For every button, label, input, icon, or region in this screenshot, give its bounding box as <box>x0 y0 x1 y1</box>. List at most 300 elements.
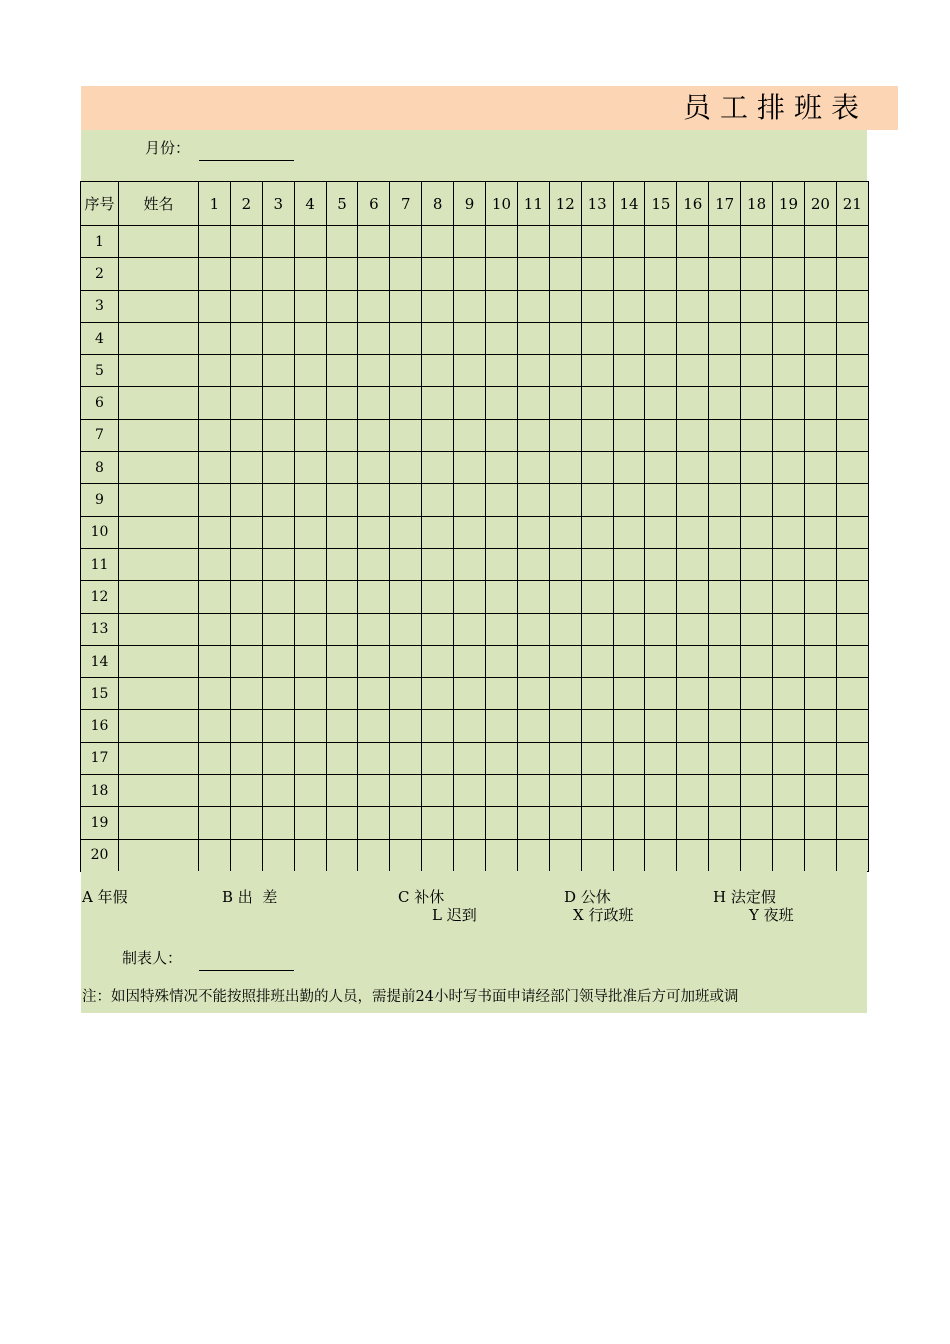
shift-cell[interactable] <box>262 678 294 710</box>
shift-cell[interactable] <box>422 645 454 677</box>
shift-cell[interactable] <box>262 775 294 807</box>
shift-cell[interactable] <box>613 645 645 677</box>
shift-cell[interactable] <box>358 678 390 710</box>
shift-cell[interactable] <box>804 322 836 354</box>
shift-cell[interactable] <box>613 775 645 807</box>
shift-cell[interactable] <box>645 710 677 742</box>
shift-cell[interactable] <box>517 742 549 774</box>
shift-cell[interactable] <box>773 258 805 290</box>
shift-cell[interactable] <box>741 678 773 710</box>
shift-cell[interactable] <box>517 645 549 677</box>
shift-cell[interactable] <box>422 516 454 548</box>
shift-cell[interactable] <box>645 839 677 871</box>
shift-cell[interactable] <box>677 775 709 807</box>
shift-cell[interactable] <box>390 742 422 774</box>
shift-cell[interactable] <box>709 645 741 677</box>
shift-cell[interactable] <box>422 355 454 387</box>
shift-cell[interactable] <box>645 807 677 839</box>
shift-cell[interactable] <box>358 710 390 742</box>
shift-cell[interactable] <box>836 355 868 387</box>
shift-cell[interactable] <box>294 839 326 871</box>
shift-cell[interactable] <box>773 322 805 354</box>
shift-cell[interactable] <box>836 387 868 419</box>
shift-cell[interactable] <box>294 807 326 839</box>
shift-cell[interactable] <box>326 548 358 580</box>
shift-cell[interactable] <box>358 839 390 871</box>
shift-cell[interactable] <box>199 387 231 419</box>
shift-cell[interactable] <box>836 742 868 774</box>
shift-cell[interactable] <box>709 775 741 807</box>
name-cell[interactable] <box>119 419 199 451</box>
shift-cell[interactable] <box>390 839 422 871</box>
shift-cell[interactable] <box>486 290 518 322</box>
shift-cell[interactable] <box>486 258 518 290</box>
shift-cell[interactable] <box>804 807 836 839</box>
shift-cell[interactable] <box>422 226 454 258</box>
shift-cell[interactable] <box>581 516 613 548</box>
shift-cell[interactable] <box>230 613 262 645</box>
shift-cell[interactable] <box>741 742 773 774</box>
shift-cell[interactable] <box>549 452 581 484</box>
shift-cell[interactable] <box>549 322 581 354</box>
shift-cell[interactable] <box>199 226 231 258</box>
shift-cell[interactable] <box>358 775 390 807</box>
shift-cell[interactable] <box>454 710 486 742</box>
shift-cell[interactable] <box>326 387 358 419</box>
shift-cell[interactable] <box>294 516 326 548</box>
shift-cell[interactable] <box>294 678 326 710</box>
shift-cell[interactable] <box>741 839 773 871</box>
shift-cell[interactable] <box>581 322 613 354</box>
shift-cell[interactable] <box>645 678 677 710</box>
shift-cell[interactable] <box>645 484 677 516</box>
shift-cell[interactable] <box>773 645 805 677</box>
shift-cell[interactable] <box>390 355 422 387</box>
shift-cell[interactable] <box>230 775 262 807</box>
shift-cell[interactable] <box>549 581 581 613</box>
shift-cell[interactable] <box>454 516 486 548</box>
shift-cell[interactable] <box>613 258 645 290</box>
shift-cell[interactable] <box>836 322 868 354</box>
shift-cell[interactable] <box>581 710 613 742</box>
shift-cell[interactable] <box>262 226 294 258</box>
shift-cell[interactable] <box>294 548 326 580</box>
shift-cell[interactable] <box>262 710 294 742</box>
shift-cell[interactable] <box>199 710 231 742</box>
shift-cell[interactable] <box>677 355 709 387</box>
shift-cell[interactable] <box>549 387 581 419</box>
shift-cell[interactable] <box>836 226 868 258</box>
shift-cell[interactable] <box>454 678 486 710</box>
shift-cell[interactable] <box>454 290 486 322</box>
shift-cell[interactable] <box>230 322 262 354</box>
shift-cell[interactable] <box>645 290 677 322</box>
shift-cell[interactable] <box>709 742 741 774</box>
shift-cell[interactable] <box>645 258 677 290</box>
shift-cell[interactable] <box>804 742 836 774</box>
shift-cell[interactable] <box>486 710 518 742</box>
shift-cell[interactable] <box>645 322 677 354</box>
name-cell[interactable] <box>119 516 199 548</box>
shift-cell[interactable] <box>390 548 422 580</box>
shift-cell[interactable] <box>836 548 868 580</box>
shift-cell[interactable] <box>677 742 709 774</box>
shift-cell[interactable] <box>230 742 262 774</box>
shift-cell[interactable] <box>262 516 294 548</box>
shift-cell[interactable] <box>517 355 549 387</box>
shift-cell[interactable] <box>773 807 805 839</box>
shift-cell[interactable] <box>804 516 836 548</box>
shift-cell[interactable] <box>422 839 454 871</box>
shift-cell[interactable] <box>230 452 262 484</box>
shift-cell[interactable] <box>454 645 486 677</box>
shift-cell[interactable] <box>804 613 836 645</box>
shift-cell[interactable] <box>294 484 326 516</box>
shift-cell[interactable] <box>358 387 390 419</box>
shift-cell[interactable] <box>709 839 741 871</box>
shift-cell[interactable] <box>677 839 709 871</box>
shift-cell[interactable] <box>454 839 486 871</box>
shift-cell[interactable] <box>454 452 486 484</box>
name-cell[interactable] <box>119 226 199 258</box>
shift-cell[interactable] <box>326 613 358 645</box>
shift-cell[interactable] <box>358 452 390 484</box>
shift-cell[interactable] <box>230 419 262 451</box>
shift-cell[interactable] <box>199 548 231 580</box>
shift-cell[interactable] <box>836 775 868 807</box>
shift-cell[interactable] <box>486 807 518 839</box>
shift-cell[interactable] <box>230 516 262 548</box>
shift-cell[interactable] <box>358 548 390 580</box>
shift-cell[interactable] <box>677 387 709 419</box>
shift-cell[interactable] <box>422 290 454 322</box>
shift-cell[interactable] <box>454 807 486 839</box>
shift-cell[interactable] <box>709 548 741 580</box>
shift-cell[interactable] <box>199 839 231 871</box>
shift-cell[interactable] <box>836 484 868 516</box>
shift-cell[interactable] <box>486 322 518 354</box>
shift-cell[interactable] <box>390 484 422 516</box>
shift-cell[interactable] <box>645 452 677 484</box>
shift-cell[interactable] <box>199 645 231 677</box>
shift-cell[interactable] <box>517 613 549 645</box>
name-cell[interactable] <box>119 484 199 516</box>
shift-cell[interactable] <box>773 775 805 807</box>
shift-cell[interactable] <box>709 419 741 451</box>
shift-cell[interactable] <box>804 355 836 387</box>
shift-cell[interactable] <box>645 581 677 613</box>
shift-cell[interactable] <box>517 290 549 322</box>
shift-cell[interactable] <box>454 484 486 516</box>
name-cell[interactable] <box>119 355 199 387</box>
shift-cell[interactable] <box>390 258 422 290</box>
shift-cell[interactable] <box>422 581 454 613</box>
shift-cell[interactable] <box>262 419 294 451</box>
shift-cell[interactable] <box>326 645 358 677</box>
shift-cell[interactable] <box>326 839 358 871</box>
shift-cell[interactable] <box>390 290 422 322</box>
shift-cell[interactable] <box>358 484 390 516</box>
shift-cell[interactable] <box>613 419 645 451</box>
shift-cell[interactable] <box>741 419 773 451</box>
shift-cell[interactable] <box>517 807 549 839</box>
shift-cell[interactable] <box>326 419 358 451</box>
shift-cell[interactable] <box>454 387 486 419</box>
shift-cell[interactable] <box>549 258 581 290</box>
shift-cell[interactable] <box>517 581 549 613</box>
shift-cell[interactable] <box>230 226 262 258</box>
shift-cell[interactable] <box>741 775 773 807</box>
shift-cell[interactable] <box>677 581 709 613</box>
shift-cell[interactable] <box>549 613 581 645</box>
shift-cell[interactable] <box>549 484 581 516</box>
shift-cell[interactable] <box>836 290 868 322</box>
shift-cell[interactable] <box>709 387 741 419</box>
shift-cell[interactable] <box>709 290 741 322</box>
shift-cell[interactable] <box>326 807 358 839</box>
shift-cell[interactable] <box>549 839 581 871</box>
shift-cell[interactable] <box>804 645 836 677</box>
shift-cell[interactable] <box>230 355 262 387</box>
shift-cell[interactable] <box>613 807 645 839</box>
shift-cell[interactable] <box>709 484 741 516</box>
shift-cell[interactable] <box>581 581 613 613</box>
shift-cell[interactable] <box>390 645 422 677</box>
shift-cell[interactable] <box>709 516 741 548</box>
shift-cell[interactable] <box>677 290 709 322</box>
shift-cell[interactable] <box>549 742 581 774</box>
shift-cell[interactable] <box>741 226 773 258</box>
shift-cell[interactable] <box>454 419 486 451</box>
shift-cell[interactable] <box>199 322 231 354</box>
shift-cell[interactable] <box>390 322 422 354</box>
shift-cell[interactable] <box>230 645 262 677</box>
shift-cell[interactable] <box>613 581 645 613</box>
shift-cell[interactable] <box>486 581 518 613</box>
shift-cell[interactable] <box>581 387 613 419</box>
shift-cell[interactable] <box>486 387 518 419</box>
shift-cell[interactable] <box>199 452 231 484</box>
shift-cell[interactable] <box>613 839 645 871</box>
shift-cell[interactable] <box>422 419 454 451</box>
shift-cell[interactable] <box>836 452 868 484</box>
shift-cell[interactable] <box>262 484 294 516</box>
shift-cell[interactable] <box>517 452 549 484</box>
shift-cell[interactable] <box>836 807 868 839</box>
shift-cell[interactable] <box>358 258 390 290</box>
shift-cell[interactable] <box>741 452 773 484</box>
shift-cell[interactable] <box>199 678 231 710</box>
shift-cell[interactable] <box>741 548 773 580</box>
shift-cell[interactable] <box>326 322 358 354</box>
shift-cell[interactable] <box>645 742 677 774</box>
shift-cell[interactable] <box>326 742 358 774</box>
shift-cell[interactable] <box>390 775 422 807</box>
shift-cell[interactable] <box>613 355 645 387</box>
shift-cell[interactable] <box>390 710 422 742</box>
shift-cell[interactable] <box>199 581 231 613</box>
shift-cell[interactable] <box>741 387 773 419</box>
shift-cell[interactable] <box>804 581 836 613</box>
shift-cell[interactable] <box>358 581 390 613</box>
shift-cell[interactable] <box>422 613 454 645</box>
shift-cell[interactable] <box>581 678 613 710</box>
name-cell[interactable] <box>119 581 199 613</box>
shift-cell[interactable] <box>294 322 326 354</box>
shift-cell[interactable] <box>358 742 390 774</box>
shift-cell[interactable] <box>549 290 581 322</box>
shift-cell[interactable] <box>804 290 836 322</box>
shift-cell[interactable] <box>294 775 326 807</box>
shift-cell[interactable] <box>804 678 836 710</box>
shift-cell[interactable] <box>230 258 262 290</box>
shift-cell[interactable] <box>262 290 294 322</box>
shift-cell[interactable] <box>709 581 741 613</box>
shift-cell[interactable] <box>613 548 645 580</box>
shift-cell[interactable] <box>836 710 868 742</box>
shift-cell[interactable] <box>422 807 454 839</box>
shift-cell[interactable] <box>454 322 486 354</box>
shift-cell[interactable] <box>709 807 741 839</box>
shift-cell[interactable] <box>390 581 422 613</box>
shift-cell[interactable] <box>486 678 518 710</box>
shift-cell[interactable] <box>677 807 709 839</box>
shift-cell[interactable] <box>199 516 231 548</box>
shift-cell[interactable] <box>517 678 549 710</box>
shift-cell[interactable] <box>262 387 294 419</box>
shift-cell[interactable] <box>454 355 486 387</box>
shift-cell[interactable] <box>741 258 773 290</box>
shift-cell[interactable] <box>262 581 294 613</box>
shift-cell[interactable] <box>677 613 709 645</box>
shift-cell[interactable] <box>422 678 454 710</box>
shift-cell[interactable] <box>230 484 262 516</box>
shift-cell[interactable] <box>804 710 836 742</box>
shift-cell[interactable] <box>773 548 805 580</box>
shift-cell[interactable] <box>613 484 645 516</box>
shift-cell[interactable] <box>486 452 518 484</box>
shift-cell[interactable] <box>836 258 868 290</box>
shift-cell[interactable] <box>613 613 645 645</box>
shift-cell[interactable] <box>645 516 677 548</box>
name-cell[interactable] <box>119 290 199 322</box>
shift-cell[interactable] <box>517 484 549 516</box>
shift-cell[interactable] <box>709 226 741 258</box>
shift-cell[interactable] <box>422 775 454 807</box>
shift-cell[interactable] <box>677 258 709 290</box>
shift-cell[interactable] <box>199 355 231 387</box>
shift-cell[interactable] <box>326 516 358 548</box>
shift-cell[interactable] <box>517 258 549 290</box>
shift-cell[interactable] <box>358 645 390 677</box>
shift-cell[interactable] <box>836 419 868 451</box>
shift-cell[interactable] <box>326 258 358 290</box>
shift-cell[interactable] <box>804 387 836 419</box>
shift-cell[interactable] <box>773 226 805 258</box>
shift-cell[interactable] <box>773 355 805 387</box>
shift-cell[interactable] <box>454 226 486 258</box>
shift-cell[interactable] <box>422 322 454 354</box>
shift-cell[interactable] <box>741 290 773 322</box>
shift-cell[interactable] <box>358 613 390 645</box>
shift-cell[interactable] <box>836 516 868 548</box>
shift-cell[interactable] <box>262 645 294 677</box>
shift-cell[interactable] <box>486 226 518 258</box>
shift-cell[interactable] <box>517 710 549 742</box>
shift-cell[interactable] <box>262 742 294 774</box>
shift-cell[interactable] <box>390 226 422 258</box>
shift-cell[interactable] <box>581 839 613 871</box>
shift-cell[interactable] <box>613 322 645 354</box>
shift-cell[interactable] <box>390 678 422 710</box>
shift-cell[interactable] <box>326 484 358 516</box>
shift-cell[interactable] <box>581 807 613 839</box>
shift-cell[interactable] <box>549 645 581 677</box>
shift-cell[interactable] <box>454 581 486 613</box>
shift-cell[interactable] <box>549 419 581 451</box>
name-cell[interactable] <box>119 613 199 645</box>
shift-cell[interactable] <box>677 226 709 258</box>
shift-cell[interactable] <box>804 419 836 451</box>
name-cell[interactable] <box>119 742 199 774</box>
shift-cell[interactable] <box>230 581 262 613</box>
shift-cell[interactable] <box>677 452 709 484</box>
shift-cell[interactable] <box>486 516 518 548</box>
shift-cell[interactable] <box>773 290 805 322</box>
shift-cell[interactable] <box>677 419 709 451</box>
shift-cell[interactable] <box>709 613 741 645</box>
shift-cell[interactable] <box>773 484 805 516</box>
shift-cell[interactable] <box>517 387 549 419</box>
shift-cell[interactable] <box>581 613 613 645</box>
shift-cell[interactable] <box>294 355 326 387</box>
shift-cell[interactable] <box>804 226 836 258</box>
shift-cell[interactable] <box>741 613 773 645</box>
shift-cell[interactable] <box>422 742 454 774</box>
shift-cell[interactable] <box>836 581 868 613</box>
shift-cell[interactable] <box>390 419 422 451</box>
shift-cell[interactable] <box>836 678 868 710</box>
shift-cell[interactable] <box>326 290 358 322</box>
shift-cell[interactable] <box>645 387 677 419</box>
shift-cell[interactable] <box>422 387 454 419</box>
shift-cell[interactable] <box>836 613 868 645</box>
shift-cell[interactable] <box>294 613 326 645</box>
name-cell[interactable] <box>119 645 199 677</box>
shift-cell[interactable] <box>294 581 326 613</box>
shift-cell[interactable] <box>486 484 518 516</box>
shift-cell[interactable] <box>613 290 645 322</box>
shift-cell[interactable] <box>836 839 868 871</box>
shift-cell[interactable] <box>454 775 486 807</box>
shift-cell[interactable] <box>294 387 326 419</box>
shift-cell[interactable] <box>517 839 549 871</box>
shift-cell[interactable] <box>581 452 613 484</box>
shift-cell[interactable] <box>422 484 454 516</box>
shift-cell[interactable] <box>613 742 645 774</box>
shift-cell[interactable] <box>645 548 677 580</box>
shift-cell[interactable] <box>741 322 773 354</box>
shift-cell[interactable] <box>645 613 677 645</box>
shift-cell[interactable] <box>581 645 613 677</box>
shift-cell[interactable] <box>199 807 231 839</box>
shift-cell[interactable] <box>230 387 262 419</box>
shift-cell[interactable] <box>422 548 454 580</box>
shift-cell[interactable] <box>486 839 518 871</box>
shift-cell[interactable] <box>709 258 741 290</box>
shift-cell[interactable] <box>358 419 390 451</box>
name-cell[interactable] <box>119 452 199 484</box>
